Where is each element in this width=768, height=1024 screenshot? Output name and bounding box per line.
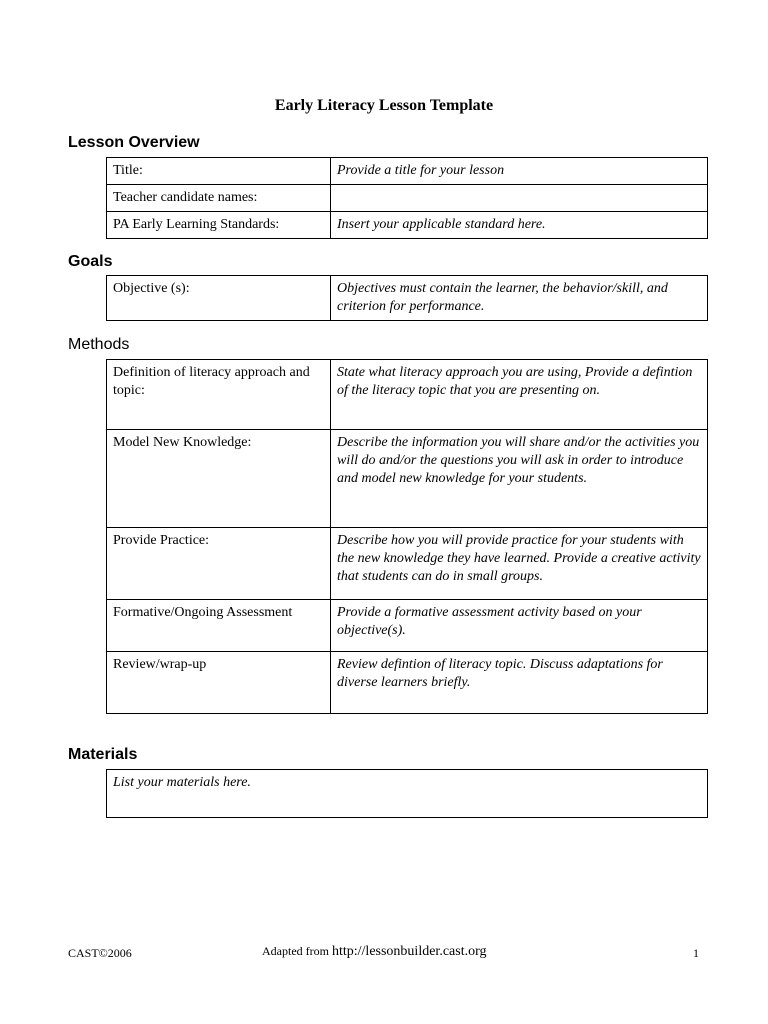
materials-table (106, 769, 708, 818)
section-heading-lesson-overview: Lesson Overview (68, 134, 200, 151)
document-title: Early Literacy Lesson Template (274, 97, 494, 114)
row-label: Review/wrap-up (107, 652, 331, 714)
table-row (107, 212, 708, 239)
table-row (107, 770, 708, 818)
lesson-overview-table (106, 157, 708, 239)
row-value: Insert your applicable standard here. (331, 212, 708, 239)
footer-url-link[interactable]: http://lessonbuilder.cast.org (331, 944, 487, 959)
row-value: Provide a title for your lesson (331, 158, 708, 185)
row-label: Provide Practice: (107, 528, 331, 600)
table-row (107, 528, 708, 600)
section-heading-goals: Goals (68, 253, 113, 270)
row-value (331, 185, 708, 212)
row-label: Objective (s): (107, 276, 331, 321)
row-value: Describe the information you will share and/or the activities you will do and/or the questions you will ask in order to introduce and model new knowledge for your students. (331, 430, 708, 528)
footer-copyright: CAST©2006 (68, 946, 132, 960)
row-label: Title: (107, 158, 331, 185)
table-row (107, 600, 708, 652)
row-label: Definition of literacy approach and topic: (107, 360, 331, 430)
materials-value: List your materials here. (107, 770, 708, 818)
table-row (107, 652, 708, 714)
row-value: Objectives must contain the learner, the behavior/skill, and criterion for performance. (331, 276, 708, 321)
row-value: State what literacy approach you are using, Provide a defintion of the literacy topic that you are presenting on. (331, 360, 708, 430)
table-row (107, 360, 708, 430)
methods-table (106, 359, 708, 714)
section-heading-methods: Methods (68, 336, 130, 353)
section-heading-materials: Materials (68, 746, 138, 763)
row-label: Formative/Ongoing Assessment (107, 600, 331, 652)
table-row (107, 276, 708, 321)
row-value: Describe how you will provide practice for your students with the new knowledge they have learned. Provide a creative activity that students can do in small groups. (331, 528, 708, 600)
row-label: Model New Knowledge: (107, 430, 331, 528)
footer-adapted (262, 944, 487, 960)
table-row (107, 430, 708, 528)
row-value: Provide a formative assessment activity based on your objective(s). (331, 600, 708, 652)
row-label: Teacher candidate names: (107, 185, 331, 212)
row-label: PA Early Learning Standards: (107, 212, 331, 239)
row-value: Review defintion of literacy topic. Discuss adaptations for diverse learners briefly. (331, 652, 708, 714)
table-row (107, 158, 708, 185)
footer-adapted-prefix: Adapted from (262, 944, 329, 958)
goals-table (106, 275, 708, 321)
table-row (107, 185, 708, 212)
footer-page-number: 1 (693, 946, 699, 960)
